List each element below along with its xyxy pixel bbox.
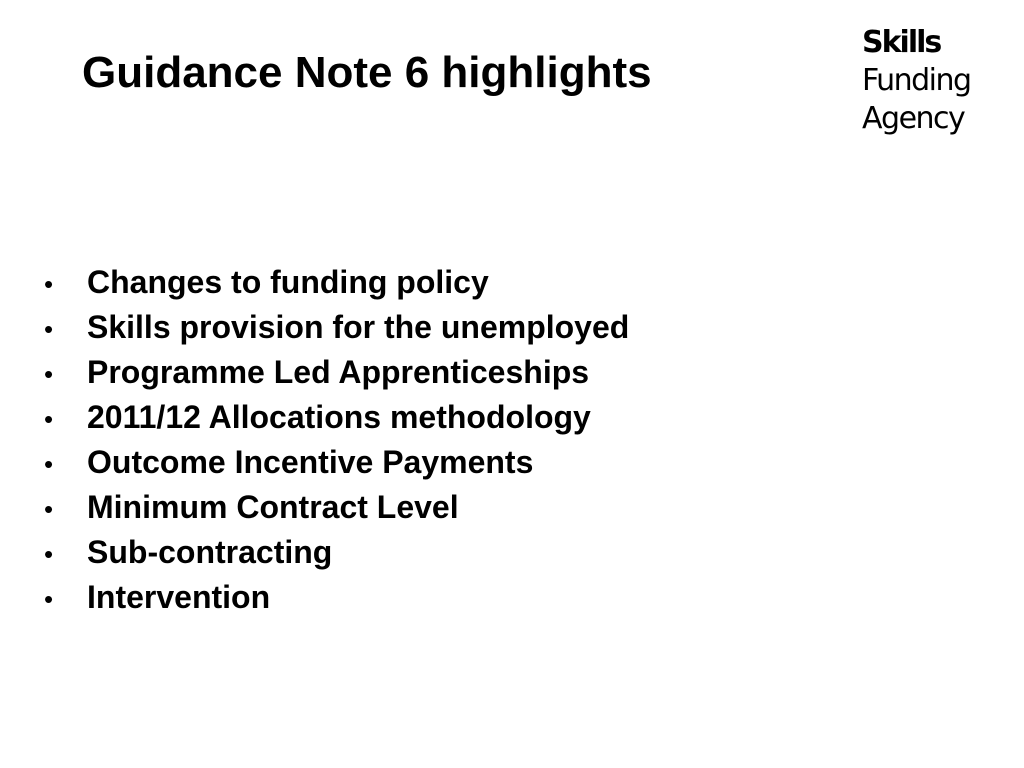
bullet-icon: • xyxy=(44,449,54,479)
list-item xyxy=(40,395,629,440)
highlights-list xyxy=(40,260,629,620)
list-item xyxy=(40,440,629,485)
logo-line-skills: Skills xyxy=(862,25,941,60)
list-item xyxy=(40,530,629,575)
list-item xyxy=(40,575,629,620)
bullet-icon: • xyxy=(44,494,54,524)
bullet-icon: • xyxy=(44,269,54,299)
list-item xyxy=(40,305,629,350)
list-item-text: Sub-contracting xyxy=(87,534,333,570)
slide-title: Guidance Note 6 highlights xyxy=(82,48,652,97)
list-item-text: 2011/12 Allocations methodology xyxy=(87,399,591,435)
list-item xyxy=(40,350,629,395)
list-item xyxy=(40,485,629,530)
skills-funding-agency-logo xyxy=(862,24,971,138)
logo-line-agency: Agency xyxy=(862,101,965,136)
list-item-text: Outcome Incentive Payments xyxy=(87,444,534,480)
bullet-icon: • xyxy=(44,539,54,569)
list-item-text: Minimum Contract Level xyxy=(87,489,459,525)
bullet-icon: • xyxy=(44,584,54,614)
list-item-text: Intervention xyxy=(87,579,271,615)
list-item-text: Skills provision for the unemployed xyxy=(87,309,630,345)
list-item-text: Programme Led Apprenticeships xyxy=(87,354,590,390)
bullet-icon: • xyxy=(44,359,54,389)
list-item-text: Changes to funding policy xyxy=(87,264,489,300)
bullet-icon: • xyxy=(44,404,54,434)
logo-line-funding: Funding xyxy=(862,63,971,98)
bullet-icon: • xyxy=(44,314,54,344)
list-item xyxy=(40,260,629,305)
